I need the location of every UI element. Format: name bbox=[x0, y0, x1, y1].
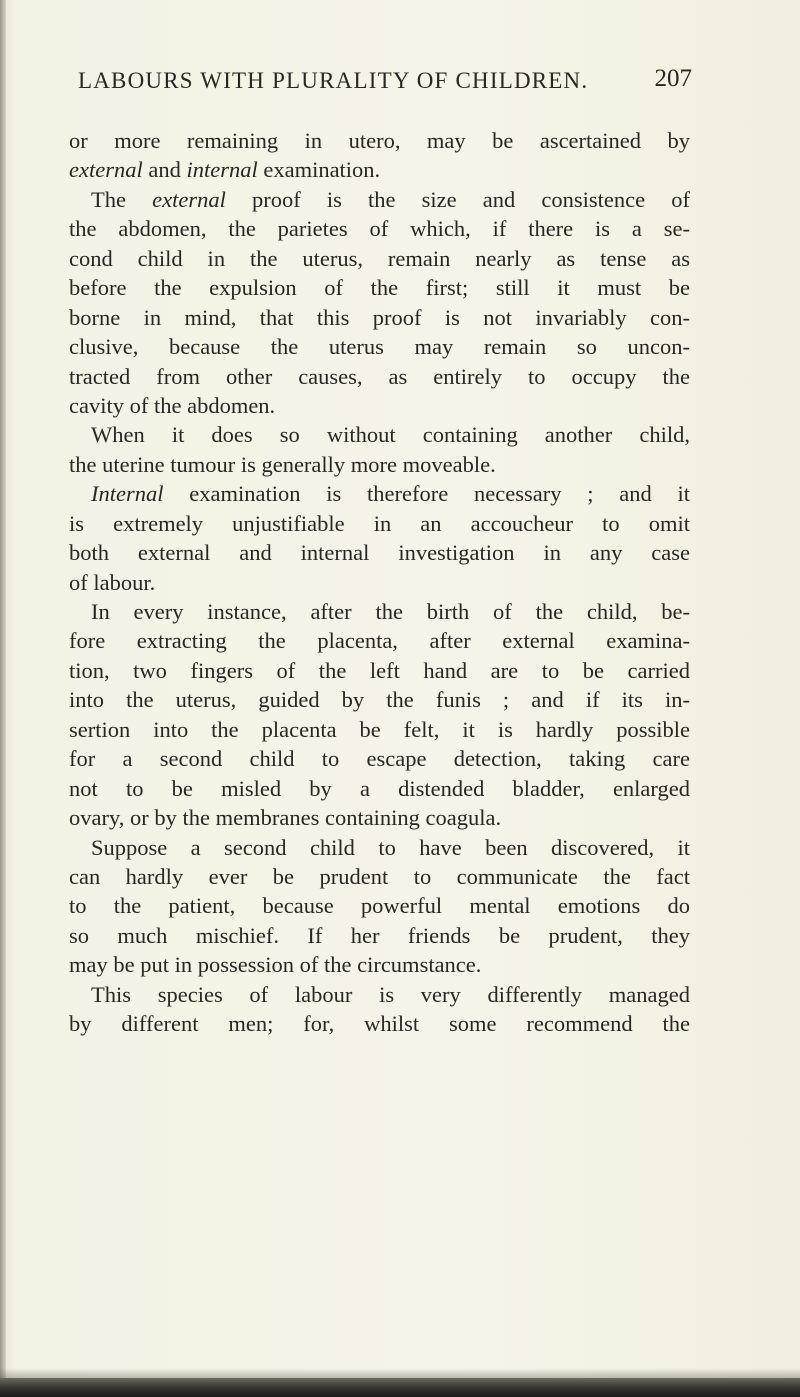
page-number: 207 bbox=[654, 65, 692, 92]
text-line: before the expulsion of the first; still it must be bbox=[69, 275, 690, 301]
text-line: into the uterus, guided by the funis ; and if its in- bbox=[69, 687, 690, 713]
page-bottom-edge bbox=[0, 1378, 800, 1397]
text-line: is extremely unjustifiable in an accoucheur to omit bbox=[69, 510, 690, 536]
text-line: to the patient, because powerful mental emotions do bbox=[69, 893, 690, 919]
text-line: This species of labour is very differently managed bbox=[91, 981, 690, 1007]
running-head-title: LABOURS WITH PLURALITY OF CHILDREN. bbox=[78, 68, 589, 93]
text-line: Internal examination is therefore necessary ; and it bbox=[91, 481, 690, 507]
text-line: the abdomen, the parietes of which, if there is a se- bbox=[69, 216, 690, 242]
text-line: may be put in possession of the circumstance. bbox=[69, 952, 482, 978]
page-gutter-edge bbox=[0, 0, 6, 1397]
text-line: The external proof is the size and consistence of bbox=[91, 186, 690, 212]
text-line: ovary, or by the membranes containing coagula. bbox=[69, 805, 502, 831]
text-line: so much mischief. If her friends be prudent, they bbox=[69, 922, 690, 948]
text-line: cond child in the uterus, remain nearly as tense as bbox=[69, 245, 690, 271]
text-line: not to be misled by a distended bladder, enlarged bbox=[69, 775, 690, 801]
text-line: by different men; for, whilst some recommend the bbox=[69, 1011, 690, 1037]
text-line: can hardly ever be prudent to communicate the fact bbox=[69, 863, 690, 889]
text-line: both external and internal investigation in any case bbox=[69, 540, 690, 566]
text-line: In every instance, after the birth of the child, be- bbox=[91, 599, 690, 624]
text-line: Suppose a second child to have been discovered, it bbox=[91, 834, 690, 860]
text-line: of labour. bbox=[69, 569, 156, 595]
text-line: tracted from other causes, as entirely to occupy the bbox=[69, 363, 690, 389]
page-bottom-shadow bbox=[0, 1368, 800, 1378]
running-head bbox=[78, 65, 692, 102]
text-line: sertion into the placenta be felt, it is hardly possible bbox=[69, 716, 690, 742]
text-line: borne in mind, that this proof is not invariably con- bbox=[69, 304, 690, 330]
text-line: clusive, because the uterus may remain so uncon- bbox=[69, 334, 690, 360]
text-line: cavity of the abdomen. bbox=[69, 392, 276, 418]
text-line: fore extracting the placenta, after external examina- bbox=[69, 628, 690, 654]
text-line: the uterine tumour is generally more moveable. bbox=[69, 451, 496, 477]
text-line: When it does so without containing another child, bbox=[91, 422, 690, 448]
text-line: for a second child to escape detection, taking care bbox=[69, 746, 690, 772]
body-text bbox=[69, 126, 690, 1039]
text-line: external and internal examination. bbox=[69, 157, 381, 183]
text-line: or more remaining in utero, may be ascertained by bbox=[69, 128, 690, 153]
text-line: tion, two fingers of the left hand are to be carried bbox=[69, 657, 690, 683]
